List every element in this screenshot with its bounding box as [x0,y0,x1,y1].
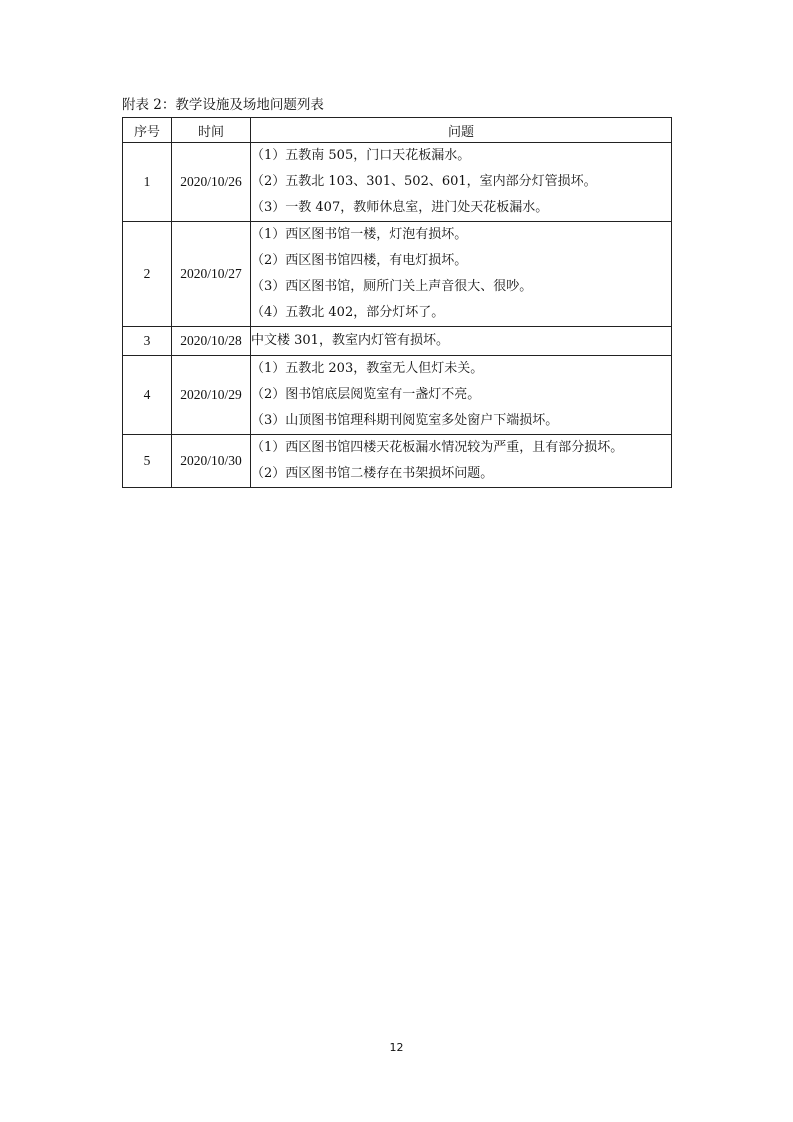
issue-item: （3）山顶图书馆理科期刊阅览室多处窗户下端损坏。 [251,413,559,428]
issue-item: （1）五教北 203，教室无人但灯未关。 [251,361,484,376]
row-issues [251,356,672,435]
issue-item: （2）西区图书馆四楼，有电灯损坏。 [251,253,468,268]
table-row [123,143,672,222]
issue-item: （1）西区图书馆四楼天花板漏水情况较为严重，且有部分损坏。 [251,440,624,455]
issue-item: （4）五教北 402，部分灯坏了。 [251,305,445,320]
table-header-row [123,118,672,143]
issue-item: 中文楼 301，教室内灯管有损坏。 [251,333,449,348]
row-date: 2020/10/29 [172,356,251,435]
row-index: 5 [123,435,172,488]
row-index: 1 [123,143,172,222]
issue-item: （2）五教北 103、301、502、601，室内部分灯管损坏。 [251,174,597,189]
issue-item: （3）一教 407，教师休息室，进门处天花板漏水。 [251,200,549,215]
row-date: 2020/10/30 [172,435,251,488]
row-index: 3 [123,327,172,356]
header-issue: 问题 [251,118,672,143]
table-row [123,356,672,435]
facility-issues-table [122,117,672,488]
row-issues [251,222,672,327]
issue-item: （1）五教南 505，门口天花板漏水。 [251,148,471,163]
row-index: 2 [123,222,172,327]
row-date: 2020/10/28 [172,327,251,356]
table-row [123,222,672,327]
issue-item: （1）西区图书馆一楼，灯泡有损坏。 [251,227,468,242]
row-issues [251,435,672,488]
row-index: 4 [123,356,172,435]
issue-item: （3）西区图书馆，厕所门关上声音很大、很吵。 [251,279,533,294]
table-caption: 附表 2：教学设施及场地问题列表 [122,97,324,113]
row-issues [251,327,672,356]
issue-item: （2）西区图书馆二楼存在书架损坏问题。 [251,466,494,481]
page-number: 12 [389,1041,404,1054]
header-date: 时间 [172,118,251,143]
header-index: 序号 [123,118,172,143]
table-row [123,327,672,356]
issue-item: （2）图书馆底层阅览室有一盏灯不亮。 [251,387,481,402]
row-date: 2020/10/26 [172,143,251,222]
table-row [123,435,672,488]
row-issues [251,143,672,222]
row-date: 2020/10/27 [172,222,251,327]
